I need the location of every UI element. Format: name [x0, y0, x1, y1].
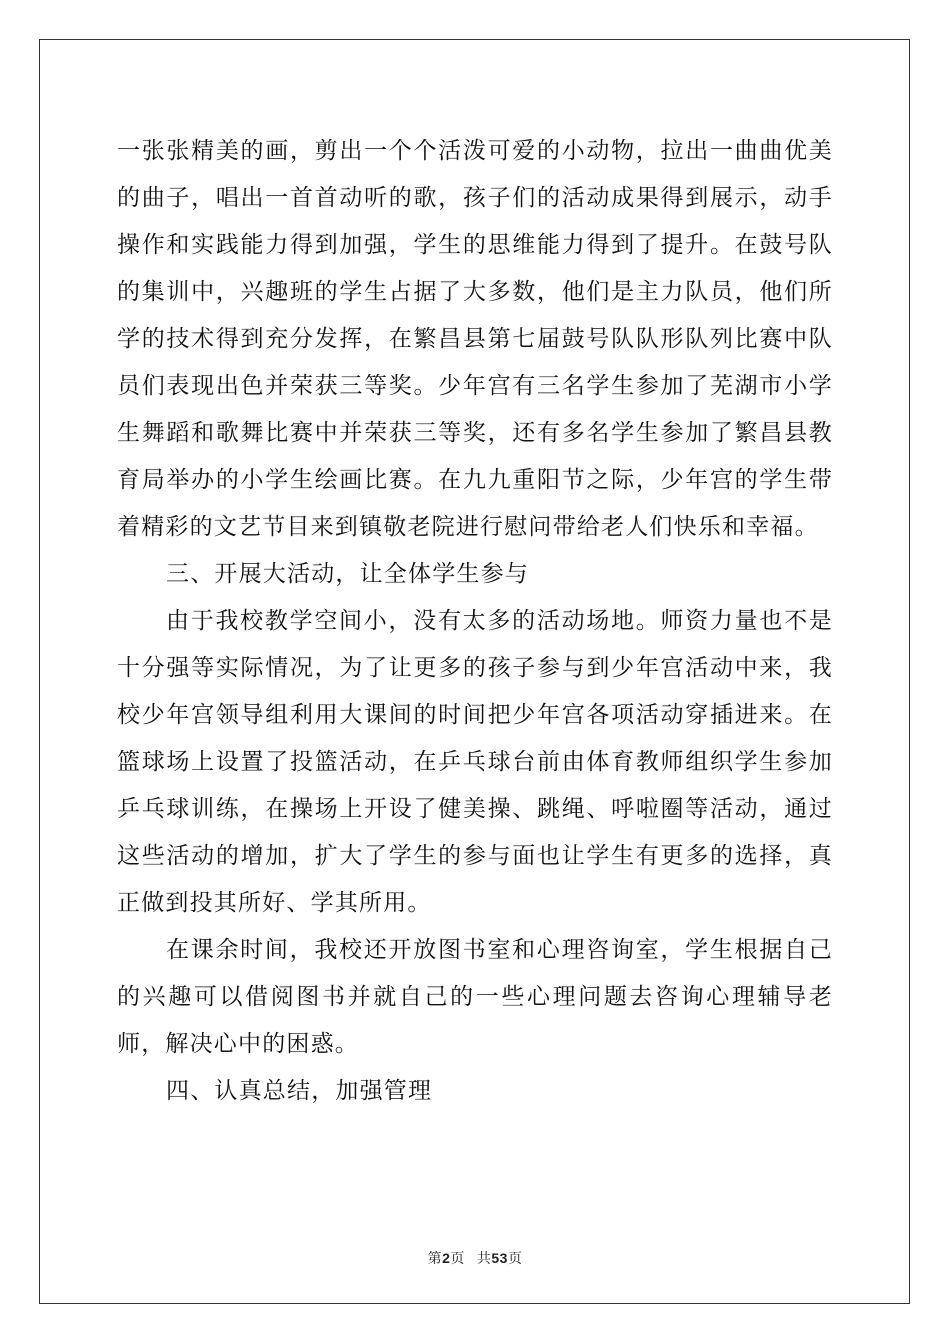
page-footer — [0, 1248, 950, 1268]
footer-total-suffix: 页 — [507, 1251, 523, 1267]
footer-page-suffix: 页 — [450, 1251, 465, 1267]
footer-total-prefix: 共 — [476, 1251, 492, 1267]
footer-total-pages: 53 — [491, 1250, 508, 1266]
document-body — [117, 128, 833, 1115]
body-paragraph-3: 在课余时间，我校还开放图书室和心理咨询室，学生根据自己的兴趣可以借阅图书并就自己的一些心理问题去咨询心理辅导老师，解决心中的困惑。 — [117, 937, 833, 1057]
footer-page-prefix: 第 — [427, 1251, 443, 1267]
footer-page-number: 2 — [442, 1250, 451, 1266]
section-heading-3: 三、开展大活动，让全体学生参与 — [166, 561, 529, 587]
section-heading-4: 四、认真总结，加强管理 — [166, 1078, 433, 1104]
body-paragraph-1: 一张张精美的画，剪出一个个活泼可爱的小动物，拉出一曲曲优美的曲子，唱出一首首动听的歌，孩子们的活动成果得到展示，动手操作和实践能力得到加强，学生的思维能力得到了提升。在鼓号队的集训中，兴趣班的学生占据了大多数，他们是主力队员，他们所学的技术得到充分发挥，在繁昌县第七届鼓号队队形队列比赛中队员们表现出色并荣获三等奖。少年宫有三名学生参加了芜湖市小学生舞蹈和歌舞比赛中并荣获三等奖，还有多名学生参加了繁昌县教育局举办的小学生绘画比赛。在九九重阳节之际，少年宫的学生带着精彩的文艺节目来到镇敬老院进行慰问带给老人们快乐和幸福。 — [117, 138, 833, 540]
body-paragraph-2: 由于我校教学空间小，没有太多的活动场地。师资力量也不是十分强等实际情况，为了让更多的孩子参与到少年宫活动中来，我校少年宫领导组利用大课间的时间把少年宫各项活动穿插进来。在篮球场上设置了投篮活动，在乒乓球台前由体育教师组织学生参加乒乓球训练，在操场上开设了健美操、跳绳、呼啦圈等活动，通过这些活动的增加，扩大了学生的参与面也让学生有更多的选择，真正做到投其所好、学其所用。 — [117, 608, 833, 916]
